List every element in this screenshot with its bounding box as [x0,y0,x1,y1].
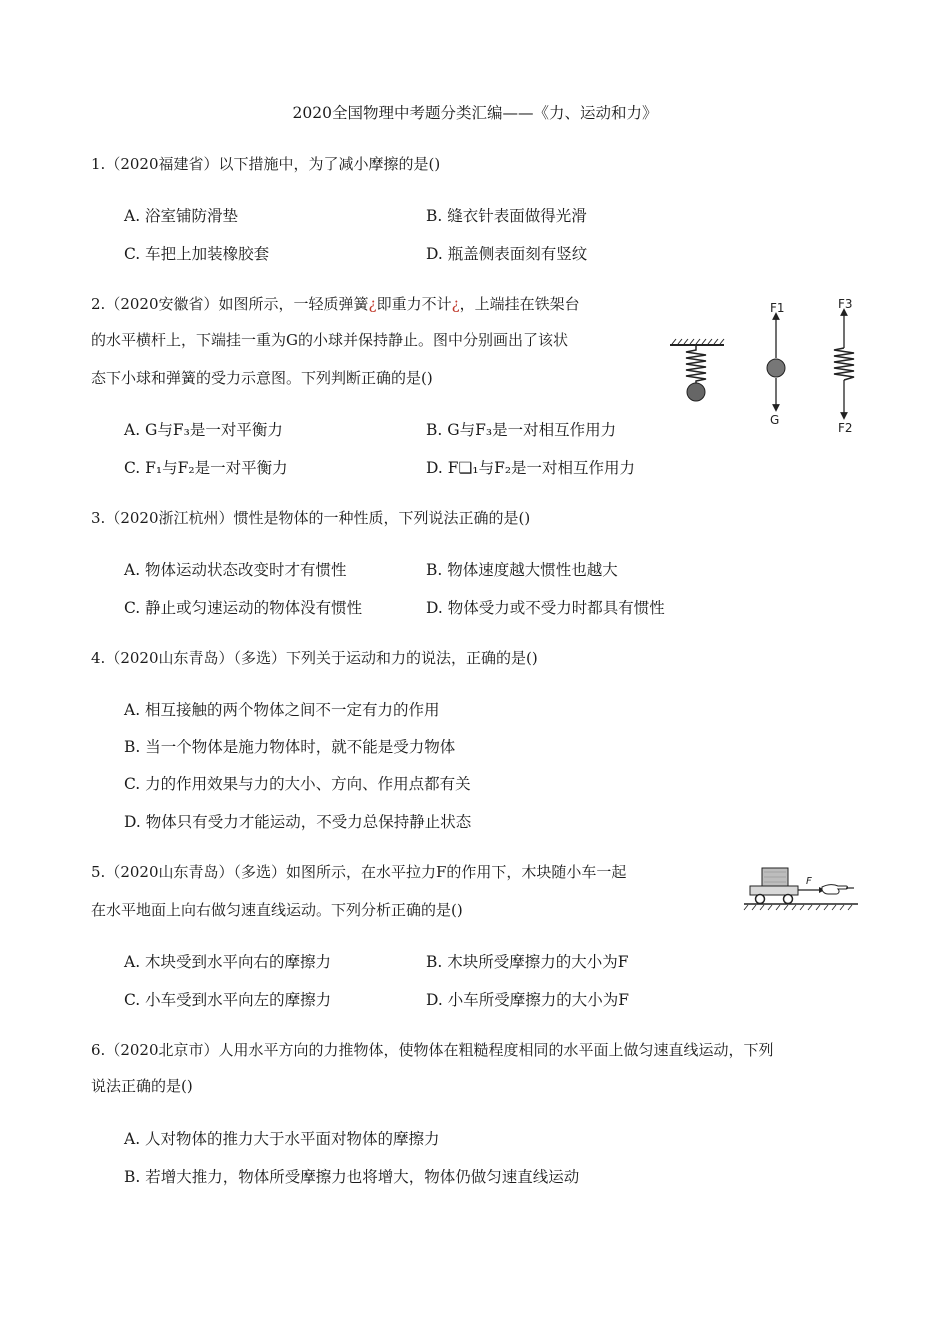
q3-option-d: D. 物体受力或不受力时都具有惯性 [426,599,665,617]
question-6-line-2: 说法正确的是() [91,1077,193,1095]
q4-option-c: C. 力的作用效果与力的大小、方向、作用点都有关 [124,775,471,793]
cart-wheel-right [784,895,793,904]
q4-option-d: D. 物体只有受力才能运动，不受力总保持静止状态 [124,813,472,831]
q3-option-c: C. 静止或匀速运动的物体没有惯性 [124,599,363,617]
q2-option-c: C. F₁与F₂是一对平衡力 [124,459,288,477]
label-f3: F3 [838,297,853,311]
question-5-line-2: 在水平地面上向右做匀速直线运动。下列分析正确的是() [91,901,463,919]
question-6-line-1: 6.（2020北京市）人用水平方向的力推物体，使物体在粗糙程度相同的水平面上做匀速直线运动，下列 [91,1041,774,1059]
spring-force-diagram [664,290,864,440]
q2-option-a: A. G与F₃是一对平衡力 [124,421,283,439]
question-4-stem: 4.（2020山东青岛）（多选）下列关于运动和力的说法，正确的是() [91,649,538,667]
spring-free-body [834,348,854,380]
q1-option-b: B. 缝衣针表面做得光滑 [426,207,587,225]
support-bar [670,339,724,345]
label-g: G [770,413,780,427]
q1-option-c: C. 车把上加装橡胶套 [124,245,270,263]
q1-option-a: A. 浴室铺防滑垫 [124,207,239,225]
cart-diagram [742,860,862,912]
ground [744,904,858,910]
cart-wheel-left [756,895,765,904]
question-2-line-3: 态下小球和弹簧的受力示意图。下列判断正确的是() [91,369,433,387]
q2-option-b: B. G与F₃是一对相互作用力 [426,421,617,439]
q5-option-c: C. 小车受到水平向左的摩擦力 [124,991,332,1009]
ball-free-body [767,359,785,377]
label-f1: F1 [770,301,785,315]
spring [686,346,706,384]
question-5-line-1: 5.（2020山东青岛）（多选）如图所示，在水平拉力F的作用下，木块随小车一起 [91,863,627,881]
q5-option-a: A. 木块受到水平向右的摩擦力 [124,953,332,971]
q2-option-d: D. F❑₁与F₂是一对相互作用力 [426,459,636,477]
ball [687,383,705,401]
q1-option-d: D. 瓶盖侧表面刻有竖纹 [426,245,588,263]
q5-option-d: D. 小车所受摩擦力的大小为F [426,991,629,1009]
q3-option-b: B. 物体速度越大惯性也越大 [426,561,618,579]
q4-option-b: B. 当一个物体是施力物体时，就不能是受力物体 [124,738,456,756]
question-2-line-2: 的水平横杆上，下端挂一重为G的小球并保持静止。图中分别画出了该状 [91,331,568,349]
q3-option-a: A. 物体运动状态改变时才有惯性 [124,561,347,579]
question-1-stem: 1.（2020福建省）以下措施中，为了减小摩擦的是() [91,155,441,173]
question-3-stem: 3.（2020浙江杭州）惯性是物体的一种性质，下列说法正确的是() [91,509,531,527]
label-f2: F2 [838,421,853,435]
q4-option-a: A. 相互接触的两个物体之间不一定有力的作用 [124,701,440,719]
label-f: F [806,876,812,887]
q6-option-a: A. 人对物体的推力大于水平面对物体的摩擦力 [124,1130,440,1148]
cart-body [750,886,798,895]
question-2-line-1: 2.（2020安徽省）如图所示，一轻质弹簧¿即重力不计¿，上端挂在铁架台 [91,295,580,313]
page-title: 2020全国物理中考题分类汇编——《力、运动和力》 [292,104,658,122]
q6-option-b: B. 若增大推力，物体所受摩擦力也将增大，物体仍做匀速直线运动 [124,1168,580,1186]
q5-option-b: B. 木块所受摩擦力的大小为F [426,953,629,971]
hand [822,885,848,894]
